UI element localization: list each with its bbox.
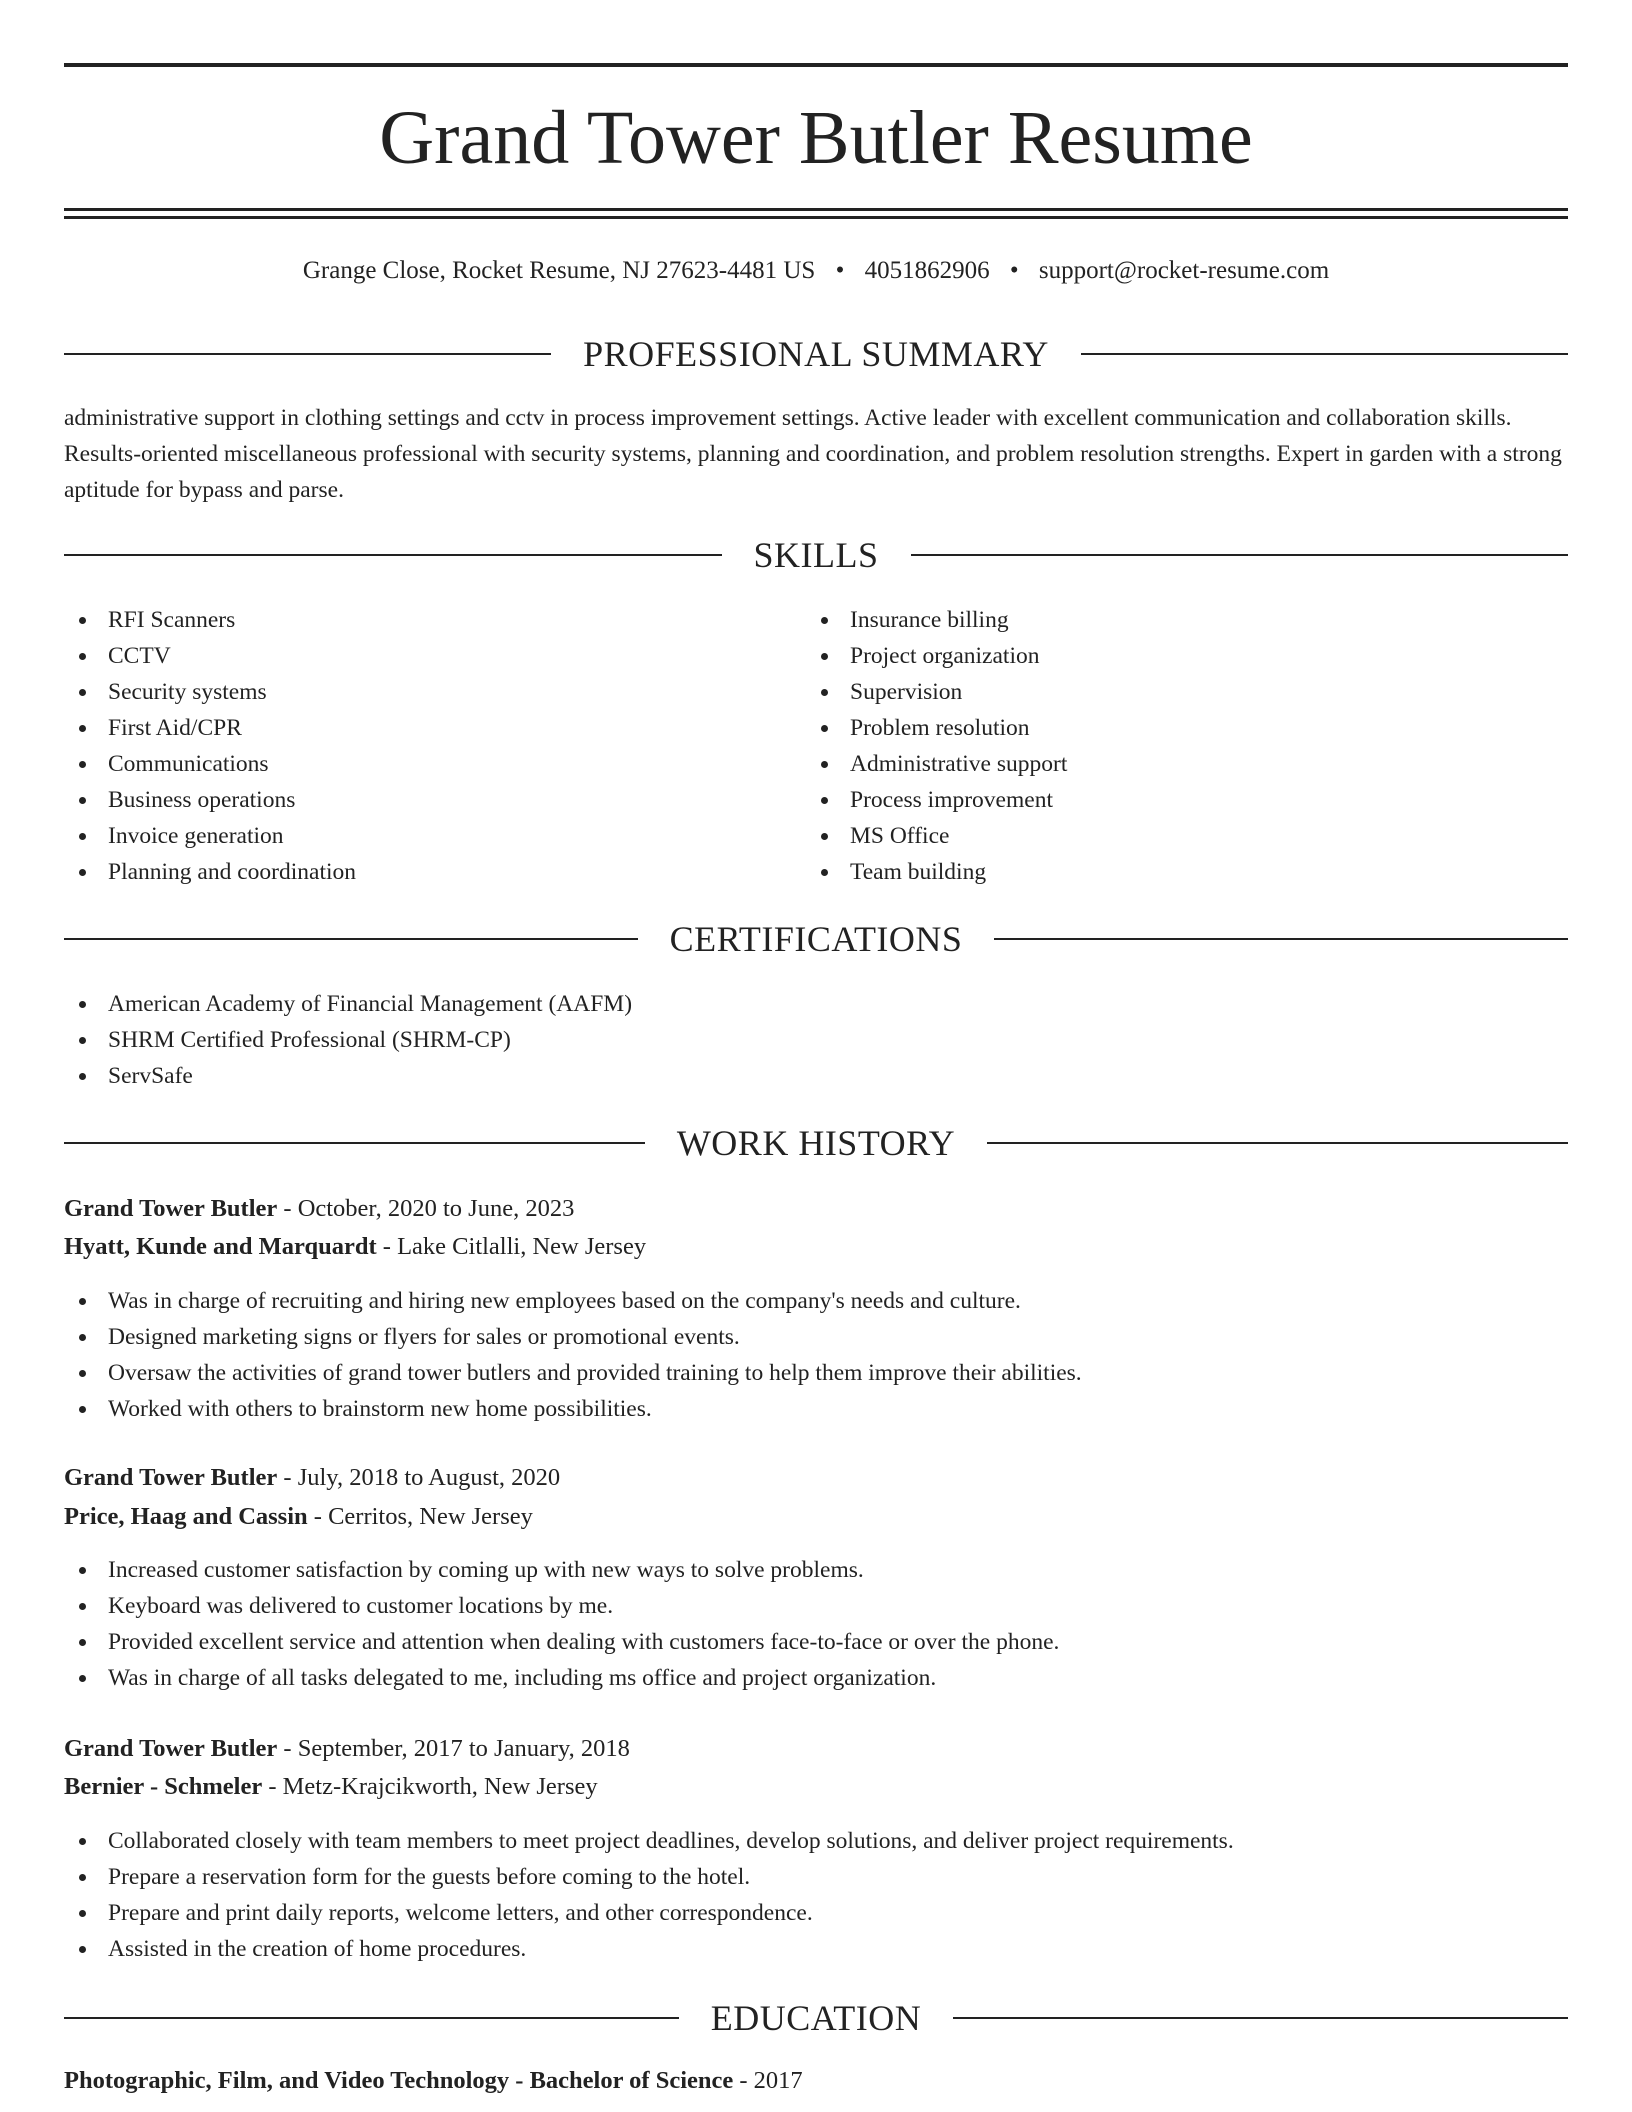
section-rule-right	[953, 2017, 1568, 2019]
contact-email: support@rocket-resume.com	[1038, 257, 1330, 284]
section-rule-right	[987, 1142, 1568, 1144]
section-rule-right	[911, 554, 1569, 556]
job-duty: Assisted in the creation of home procedures.	[64, 1931, 1568, 1967]
contact-address: Grange Close, Rocket Resume, NJ 27623-4481 US	[302, 257, 816, 284]
section-header-summary	[64, 332, 1568, 376]
job-duties-list	[64, 1552, 1568, 1696]
skills-list-left	[64, 602, 764, 890]
contact-separator: •	[835, 257, 845, 284]
skill-item: Planning and coordination	[64, 854, 764, 890]
section-header-education	[64, 1996, 1568, 2040]
contact-phone: 4051862906	[864, 257, 990, 284]
job-duty: Worked with others to brainstorm new home possibilities.	[64, 1391, 1568, 1427]
job-title: Grand Tower Butler	[64, 1464, 278, 1491]
job-duty: Oversaw the activities of grand tower butlers and provided training to help them improve their abilities.	[64, 1355, 1568, 1391]
section-rule-left	[64, 1142, 645, 1144]
resume-title: Grand Tower Butler Resume	[379, 96, 1253, 180]
job-duty: Designed marketing signs or flyers for sales or promotional events.	[64, 1319, 1568, 1355]
skill-item: Process improvement	[806, 782, 1506, 818]
education-entry	[64, 2063, 803, 2099]
dash: -	[277, 1195, 298, 1222]
job-duty: Increased customer satisfaction by coming up with new ways to solve problems.	[64, 1552, 1568, 1588]
job-title-line	[64, 1191, 574, 1227]
job-duties-list	[64, 1823, 1568, 1967]
skill-item: Problem resolution	[806, 710, 1506, 746]
section-rule-left	[64, 554, 722, 556]
certification-item: SHRM Certified Professional (SHRM-CP)	[64, 1022, 1568, 1058]
skill-item: CCTV	[64, 638, 764, 674]
job-location: Lake Citlalli, New Jersey	[397, 1233, 647, 1260]
job-title-line	[64, 1731, 630, 1767]
skill-item: Communications	[64, 746, 764, 782]
job-location: Cerritos, New Jersey	[328, 1503, 533, 1530]
skill-item: Invoice generation	[64, 818, 764, 854]
job-location: Metz-Krajcikworth, New Jersey	[282, 1773, 598, 1800]
skill-item: Project organization	[806, 638, 1506, 674]
certifications-list	[64, 986, 1568, 1094]
dash: -	[307, 1503, 329, 1530]
job-title: Grand Tower Butler	[64, 1735, 278, 1762]
header-double-rule-lower	[64, 216, 1568, 219]
section-header-skills	[64, 533, 1568, 577]
job-company-line	[64, 1499, 533, 1535]
section-rule-right	[1081, 353, 1568, 355]
certification-item: ServSafe	[64, 1058, 1568, 1094]
job-company-line	[64, 1769, 598, 1805]
skill-item: Team building	[806, 854, 1506, 890]
section-rule-right	[994, 938, 1568, 940]
section-rule-left	[64, 2017, 679, 2019]
section-title-skills: SKILLS	[753, 535, 879, 575]
skill-item: Insurance billing	[806, 602, 1506, 638]
skill-item: Business operations	[64, 782, 764, 818]
job-dates: July, 2018 to August, 2020	[297, 1464, 561, 1491]
section-header-work-history	[64, 1121, 1568, 1165]
skills-list-right	[806, 602, 1506, 890]
job-dates: September, 2017 to January, 2018	[297, 1735, 630, 1762]
section-header-certifications	[64, 917, 1568, 961]
skill-item: First Aid/CPR	[64, 710, 764, 746]
dash: -	[509, 2067, 530, 2094]
education-year: 2017	[753, 2067, 803, 2094]
job-duty: Was in charge of all tasks delegated to me, including ms office and project organization.	[64, 1660, 1568, 1696]
dash: -	[733, 2067, 754, 2094]
education-degree: Bachelor of Science	[529, 2067, 734, 2094]
header-top-rule	[64, 63, 1568, 67]
section-title-certifications: CERTIFICATIONS	[669, 919, 963, 959]
skill-item: Supervision	[806, 674, 1506, 710]
job-duty: Was in charge of recruiting and hiring new employees based on the company's needs and culture.	[64, 1283, 1568, 1319]
skill-item: Administrative support	[806, 746, 1506, 782]
section-title-summary: PROFESSIONAL SUMMARY	[583, 334, 1049, 374]
dash: -	[262, 1773, 283, 1800]
header-double-rule-upper	[64, 208, 1568, 211]
contact-line	[64, 254, 1568, 288]
job-company: Price, Haag and Cassin	[64, 1503, 308, 1530]
education-field: Photographic, Film, and Video Technology	[64, 2067, 510, 2094]
dash: -	[277, 1464, 298, 1491]
job-dates: October, 2020 to June, 2023	[297, 1195, 575, 1222]
skill-item: Security systems	[64, 674, 764, 710]
certification-item: American Academy of Financial Management (AAFM)	[64, 986, 1568, 1022]
job-company: Bernier - Schmeler	[64, 1773, 263, 1800]
job-title-line	[64, 1460, 560, 1496]
job-duty: Prepare and print daily reports, welcome letters, and other correspondence.	[64, 1895, 1568, 1931]
dash: -	[277, 1735, 298, 1762]
job-duty: Provided excellent service and attention when dealing with customers face-to-face or over the phone.	[64, 1624, 1568, 1660]
skill-item: RFI Scanners	[64, 602, 764, 638]
job-duty: Collaborated closely with team members to meet project deadlines, develop solutions, and deliver project requirements.	[64, 1823, 1568, 1859]
job-duty: Keyboard was delivered to customer locations by me.	[64, 1588, 1568, 1624]
skill-item: MS Office	[806, 818, 1506, 854]
section-rule-left	[64, 353, 551, 355]
job-duties-list	[64, 1283, 1568, 1427]
job-company-line	[64, 1229, 646, 1265]
contact-separator: •	[1009, 257, 1019, 284]
section-rule-left	[64, 938, 638, 940]
summary-text: administrative support in clothing settings and cctv in process improvement settings. Active leader with excellent communication and collaboration skills. Results-oriented miscellaneous professional with security systems, planning and coordination, and problem resolution strengths. Expert in garden with a strong aptitude for bypass and parse.	[64, 405, 1562, 503]
section-title-work-history: WORK HISTORY	[676, 1123, 956, 1163]
job-title: Grand Tower Butler	[64, 1195, 278, 1222]
job-company: Hyatt, Kunde and Marquardt	[64, 1233, 377, 1260]
job-duty: Prepare a reservation form for the guests before coming to the hotel.	[64, 1859, 1568, 1895]
section-title-education: EDUCATION	[710, 1998, 922, 2038]
dash: -	[376, 1233, 398, 1260]
